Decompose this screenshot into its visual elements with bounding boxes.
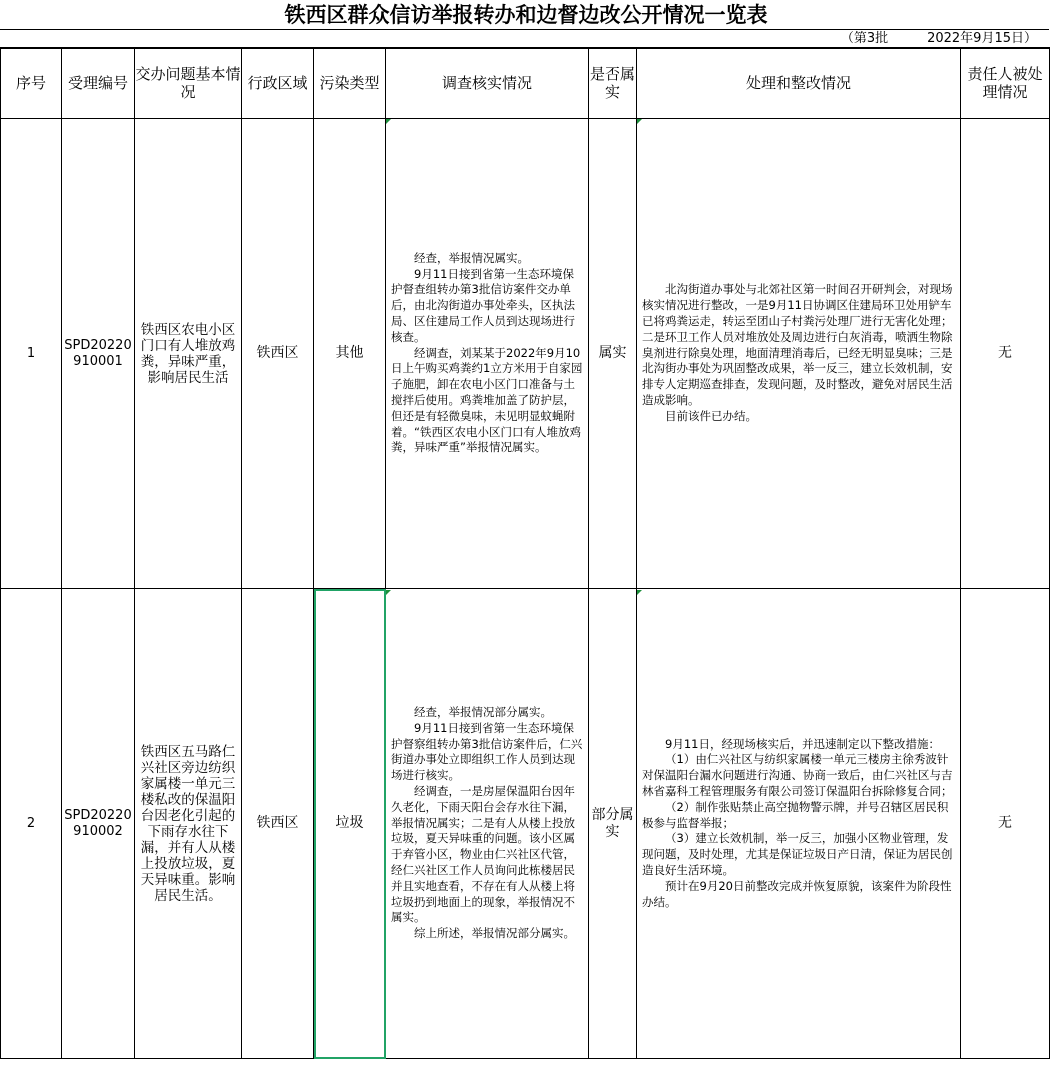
header-issue[interactable]: 交办问题基本情况 bbox=[135, 48, 242, 119]
handling-paragraph: （2）制作张贴禁止高空抛物警示牌，并号召辖区居民积极参与监督举报； bbox=[642, 799, 949, 830]
header-id[interactable]: 受理编号 bbox=[62, 48, 135, 119]
comment-indicator-icon bbox=[386, 590, 391, 595]
cell-pollution-type-selected[interactable]: 垃圾 bbox=[314, 589, 386, 1059]
cell-region[interactable]: 铁西区 bbox=[242, 119, 314, 589]
cell-handling[interactable] bbox=[637, 119, 961, 589]
investigation-paragraph: 9月11日接到省第一生态环境保护督察组转办第3批信访案件后，仁兴街道办事处立即组织工作人员到达现场进行核实。 bbox=[391, 720, 583, 783]
page-title: 铁西区群众信访举报转办和边督边改公开情况一览表 bbox=[284, 2, 768, 27]
table-row bbox=[1, 119, 1050, 589]
comment-indicator-icon bbox=[386, 119, 391, 124]
cell-accountability[interactable]: 无 bbox=[961, 119, 1050, 589]
cell-id[interactable]: SPD20220910001 bbox=[62, 119, 135, 589]
cell-region[interactable]: 铁西区 bbox=[242, 589, 314, 1059]
cell-verified[interactable]: 部分属实 bbox=[589, 589, 637, 1059]
batch-info-row bbox=[0, 29, 1049, 49]
header-handling[interactable]: 处理和整改情况 bbox=[637, 48, 961, 119]
comment-indicator-icon bbox=[637, 119, 642, 124]
cell-seq[interactable]: 1 bbox=[1, 119, 62, 589]
batch-info: （第3批 2022年9月15日） bbox=[840, 31, 1037, 46]
header-region[interactable]: 行政区域 bbox=[242, 48, 314, 119]
investigation-paragraph: 综上所述，举报情况部分属实。 bbox=[414, 926, 575, 941]
header-pollution-type[interactable]: 污染类型 bbox=[314, 48, 386, 119]
cell-id[interactable]: SPD20220910002 bbox=[62, 589, 135, 1059]
investigation-paragraph: 经查，举报情况部分属实。 bbox=[414, 705, 552, 720]
cell-investigation[interactable] bbox=[386, 119, 589, 589]
cell-investigation[interactable] bbox=[386, 589, 589, 1059]
investigation-paragraph: 经查，举报情况属实。 bbox=[414, 250, 529, 265]
handling-paragraph: 北沟街道办事处与北郊社区第一时间召开研判会，对现场核实情况进行整改，一是9月11日协调区住建局环卫处用铲车已将鸡粪运走，转运至团山子村粪污处理厂进行无害化处理；二是环卫工作人员对堆放处及周边进行白灰消毒，喷洒生物除臭剂进行除臭处理，地面清理消毒后，已经无明显臭味；三是北沟街办事处为巩固整改成果，举一反三，建立长效机制，安排专人定期巡查排查，发现问题，及时整改，避免对居民生活造成影响。 bbox=[642, 282, 953, 407]
handling-paragraph: 预计在9月20日前整改完成并恢复原貌，该案件为阶段性办结。 bbox=[642, 878, 952, 909]
header-row bbox=[1, 48, 1050, 119]
cell-verified[interactable]: 属实 bbox=[589, 119, 637, 589]
header-accountability[interactable]: 责任人被处理情况 bbox=[961, 48, 1050, 119]
cell-issue[interactable]: 铁西区农电小区门口有人堆放鸡粪，异味严重，影响居民生活 bbox=[135, 119, 242, 589]
header-verified[interactable]: 是否属实 bbox=[589, 48, 637, 119]
header-investigation[interactable]: 调查核实情况 bbox=[386, 48, 589, 119]
handling-paragraph: （1）由仁兴社区与纺织家属楼一单元三楼房主徐秀波针对保温阳台漏水问题进行沟通、协商一致后，由仁兴社区与吉林省嘉科工程管理服务有限公司签订保温阳台拆除修复合同； bbox=[642, 752, 953, 798]
investigation-paragraph: 经调查，刘某某于2022年9月10日上午购买鸡粪约1立方米用于自家园子施肥，卸在农电小区门口准备与土搅拌后使用。鸡粪堆加盖了防护层，但还是有轻微臭味，未见明显蚊蝇附着。“铁西区农电小区门口有人堆放鸡粪，异味严重”举报情况属实。 bbox=[391, 345, 583, 455]
cell-seq[interactable]: 2 bbox=[1, 589, 62, 1059]
cell-accountability[interactable]: 无 bbox=[961, 589, 1050, 1059]
report-table bbox=[0, 47, 1050, 1059]
handling-paragraph: 9月11日，经现场核实后，并迅速制定以下整改措施： bbox=[665, 736, 940, 751]
handling-paragraph: （3）建立长效机制，举一反三，加强小区物业管理，发现问题，及时处理，尤其是保证垃圾日产日清，保证为居民创造良好生活环境。 bbox=[642, 831, 953, 877]
header-seq[interactable]: 序号 bbox=[1, 48, 62, 119]
comment-indicator-icon bbox=[637, 590, 642, 595]
cell-issue[interactable]: 铁西区五马路仁兴社区旁边纺织家属楼一单元三楼私改的保温阳台因老化引起的下雨存水往下漏，并有人从楼上投放垃圾，夏天异味重。影响居民生活。 bbox=[135, 589, 242, 1059]
handling-paragraph: 目前该件已办结。 bbox=[665, 408, 757, 423]
investigation-paragraph: 经调查，一是房屋保温阳台因年久老化，下雨天阳台会存水往下漏，举报情况属实；二是有人从楼上投放垃圾，夏天异味重的问题。该小区属于弃管小区，物业由仁兴社区代管，经仁兴社区工作人员询问此栋楼居民并且实地查看，不存在有人从楼上将垃圾扔到地面上的现象，举报情况不属实。 bbox=[391, 784, 575, 925]
cell-pollution-type[interactable]: 其他 bbox=[314, 119, 386, 589]
cell-handling[interactable] bbox=[637, 589, 961, 1059]
table-row bbox=[1, 589, 1050, 1059]
investigation-paragraph: 9月11日接到省第一生态环境保护督查组转办第3批信访案件交办单后，由北沟街道办事处牵头，区执法局、区住建局工作人员到达现场进行核查。 bbox=[391, 266, 575, 344]
